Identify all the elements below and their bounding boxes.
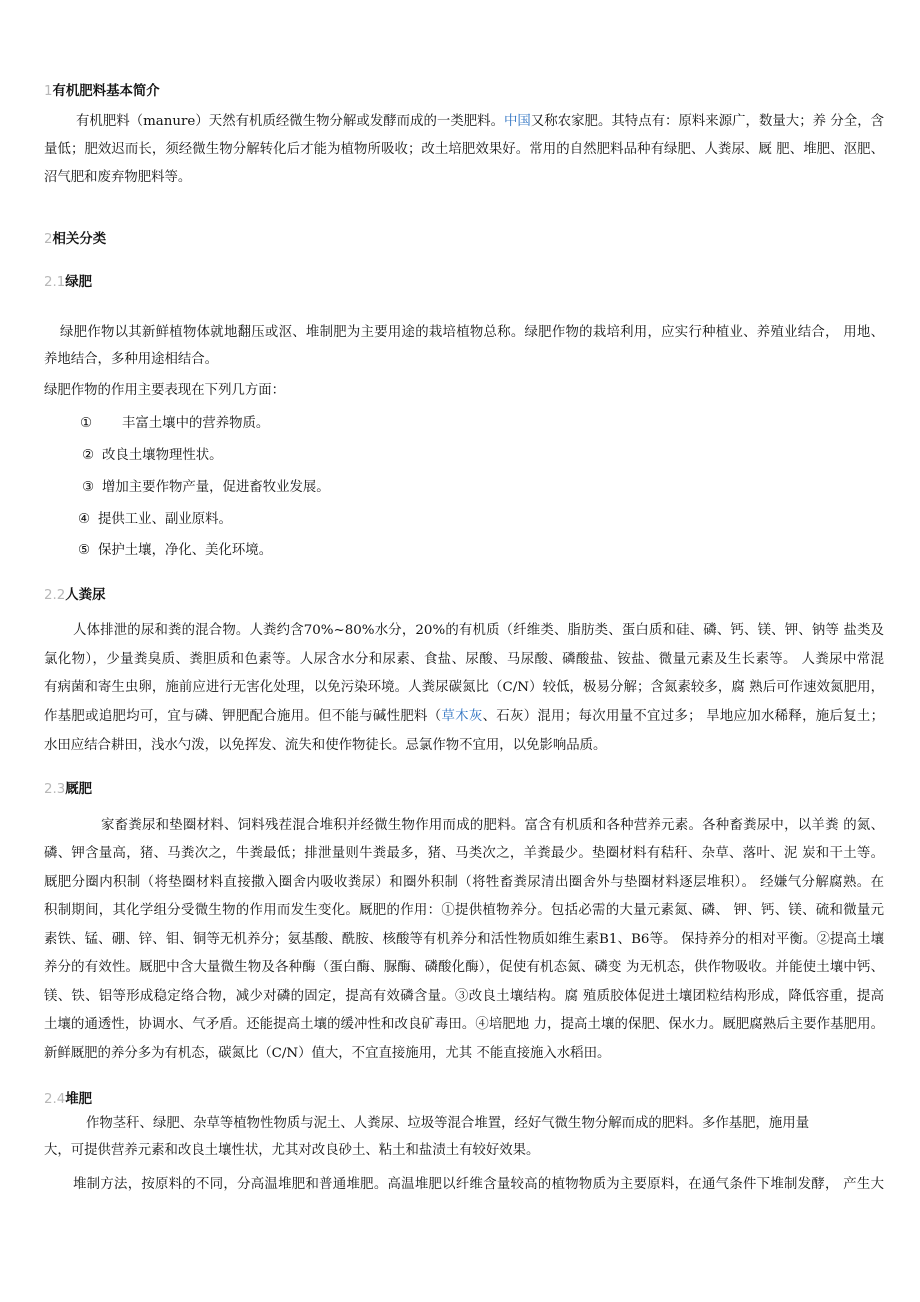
link-china[interactable]: 中国 xyxy=(504,114,531,129)
heading-number: 1 xyxy=(44,84,53,99)
item-text: 改良土壤物理性状。 xyxy=(102,448,223,463)
item-number: ① xyxy=(80,416,93,431)
paragraph-line: 沼气肥和废弃物肥料等。 xyxy=(44,170,192,185)
heading-title: 相关分类 xyxy=(52,232,107,247)
paragraph-line: 氯化物），少量粪臭质、粪胆质和色素等。人尿含水分和尿素、食盐、尿酸、马尿酸、磷酸盐、铵盐、微量元素及生长素等。 人粪尿中常混 xyxy=(44,652,884,667)
paragraph-line: 绿肥作物以其新鲜植物体就地翻压或沤、堆制肥为主要用途的栽培植物总称。绿肥作物的栽培利用，应实行种植业、养殖业结合， 用地、 xyxy=(60,325,884,340)
heading-2-1 xyxy=(44,274,884,292)
heading-title: 厩肥 xyxy=(65,782,93,797)
item-text: 保护土壤，净化、美化环境。 xyxy=(98,543,273,558)
text: 有机肥料（manure）天然有机质经微生物分解或发酵而成的一类肥料。 xyxy=(76,114,505,129)
paragraph-line: 量低；肥效迟而长，须经微生物分解转化后才能为植物所吸收；改土培肥效果好。常用的自然肥料品种有绿肥、人粪尿、厩 肥、堆肥、沤肥、 xyxy=(44,142,884,157)
heading-title: 绿肥 xyxy=(65,275,93,290)
heading-2 xyxy=(44,231,884,249)
paragraph-line: 作物茎秆、绿肥、杂草等植物性物质与泥土、人粪尿、垃圾等混合堆置，经好气微生物分解而成的肥料。多作基肥，施用量 xyxy=(86,1116,810,1131)
paragraph-line xyxy=(44,708,884,726)
text: 作基肥或追肥均可，宜与磷、钾肥配合施用。但不能与碱性肥料（ xyxy=(44,709,442,724)
paragraph-line: 有病菌和寄生虫卵，施前应进行无害化处理，以免污染环境。人粪尿碳氮比（C/N）较低，极易分解；含氮素较多，腐 熟后可作速效氮肥用， xyxy=(44,680,884,695)
heading-title: 人粪尿 xyxy=(65,588,106,603)
item-text: 提供工业、副业原料。 xyxy=(98,512,232,527)
item-number: ② xyxy=(82,448,95,463)
list-item xyxy=(80,415,680,433)
paragraph-line: 堆制方法，按原料的不同，分高温堆肥和普通堆肥。高温堆肥以纤维含量较高的植物物质为主要原料，在通气条件下堆制发酵， 产生大 xyxy=(73,1177,884,1192)
paragraph-line: 大，可提供营养元素和改良土壤性状，尤其对改良砂土、粘土和盐渍土有较好效果。 xyxy=(44,1143,540,1158)
paragraph-line: 养分的有效性。厩肥中含大量微生物及各种酶（蛋白酶、脲酶、磷酸化酶），促使有机态氮、磷变 为无机态，供作物吸收。并能使土壤中钙、 xyxy=(44,960,884,975)
paragraph-line: 积制期间，其化学组分受微生物的作用而发生变化。厩肥的作用：①提供植物养分。包括必需的大量元素氮、磷、 钾、钙、镁、硫和微量元 xyxy=(44,903,884,918)
heading-1 xyxy=(44,83,884,101)
paragraph-line: 磷、钾含量高，猪、马粪次之，牛粪最低；排泄量则牛粪最多，猪、马类次之，羊粪最少。垫圈材料有秸秆、杂草、落叶、泥 炭和干土等。 xyxy=(44,846,884,861)
item-number: ④ xyxy=(78,512,91,527)
list-item xyxy=(82,447,682,465)
link-plant-ash[interactable]: 草木灰 xyxy=(441,709,483,724)
heading-number: 2.3 xyxy=(44,782,66,797)
heading-2-3 xyxy=(44,781,884,799)
paragraph-line: 厩肥分圈内积制（将垫圈材料直接撒入圈舍内吸收粪尿）和圈外积制（将牲畜粪尿清出圈舍外与垫圈材料逐层堆积）。 经嫌气分解腐熟。在 xyxy=(44,875,884,890)
paragraph-line: 镁、铁、铝等形成稳定络合物，减少对磷的固定，提高有效磷含量。③改良土壤结构。腐 殖质胶体促进土壤团粒结构形成，降低容重，提高 xyxy=(44,989,884,1004)
paragraph-line: 家畜粪尿和垫圈材料、饲料残茬混合堆积并经微生物作用而成的肥料。富含有机质和各种营养元素。各种畜粪尿中，以羊粪 的氮、 xyxy=(101,818,884,833)
paragraph-line: 养地结合，多种用途相结合。 xyxy=(44,352,219,367)
heading-2-4 xyxy=(44,1091,884,1109)
paragraph-line: 水田应结合耕田，浅水勺泼，以免挥发、流失和使作物徒长。忌氯作物不宜用，以免影响品质。 xyxy=(44,738,607,753)
list-item xyxy=(78,511,678,529)
list-item xyxy=(78,542,678,560)
heading-number: 2 xyxy=(44,232,53,247)
paragraph-line: 绿肥作物的作用主要表现在下列几方面： xyxy=(44,383,286,398)
paragraph-line: 素铁、锰、硼、锌、钼、铜等无机养分；氨基酸、酰胺、核酸等有机养分和活性物质如维生素B1、B6等。 保持养分的相对平衡。②提高土壤 xyxy=(44,932,884,947)
item-text: 增加主要作物产量，促进畜牧业发展。 xyxy=(102,480,330,495)
list-item xyxy=(82,479,682,497)
heading-number: 2.2 xyxy=(44,588,66,603)
text: 又称农家肥。其特点有：原料来源广，数量大；养 分全，含 xyxy=(530,114,884,129)
heading-number: 2.1 xyxy=(44,275,66,290)
heading-number: 2.4 xyxy=(44,1092,66,1107)
paragraph-line xyxy=(44,113,884,131)
heading-title: 堆肥 xyxy=(65,1092,93,1107)
heading-title: 有机肥料基本简介 xyxy=(52,84,160,99)
paragraph-line: 土壤的通透性，协调水、气矛盾。还能提高土壤的缓冲性和改良矿毒田。④培肥地 力，提高土壤的保肥、保水力。厩肥腐熟后主要作基肥用。 xyxy=(44,1017,884,1032)
paragraph-line: 新鲜厩肥的养分多为有机态，碳氮比（C/N）值大，不宜直接施用，尤其 不能直接施入水稻田。 xyxy=(44,1046,611,1061)
text: 、石灰）混用；每次用量不宜过多； 旱地应加水稀释，施后复土； xyxy=(482,709,884,724)
item-text: 丰富土壤中的营养物质。 xyxy=(122,416,270,431)
item-number: ⑤ xyxy=(78,543,91,558)
heading-2-2 xyxy=(44,587,884,605)
paragraph-line: 人体排泄的尿和粪的混合物。人粪约含70%~80%水分，20%的有机质（纤维类、脂肪类、蛋白质和硅、磷、钙、镁、钾、钠等 盐类及 xyxy=(73,623,884,638)
item-number: ③ xyxy=(82,480,95,495)
